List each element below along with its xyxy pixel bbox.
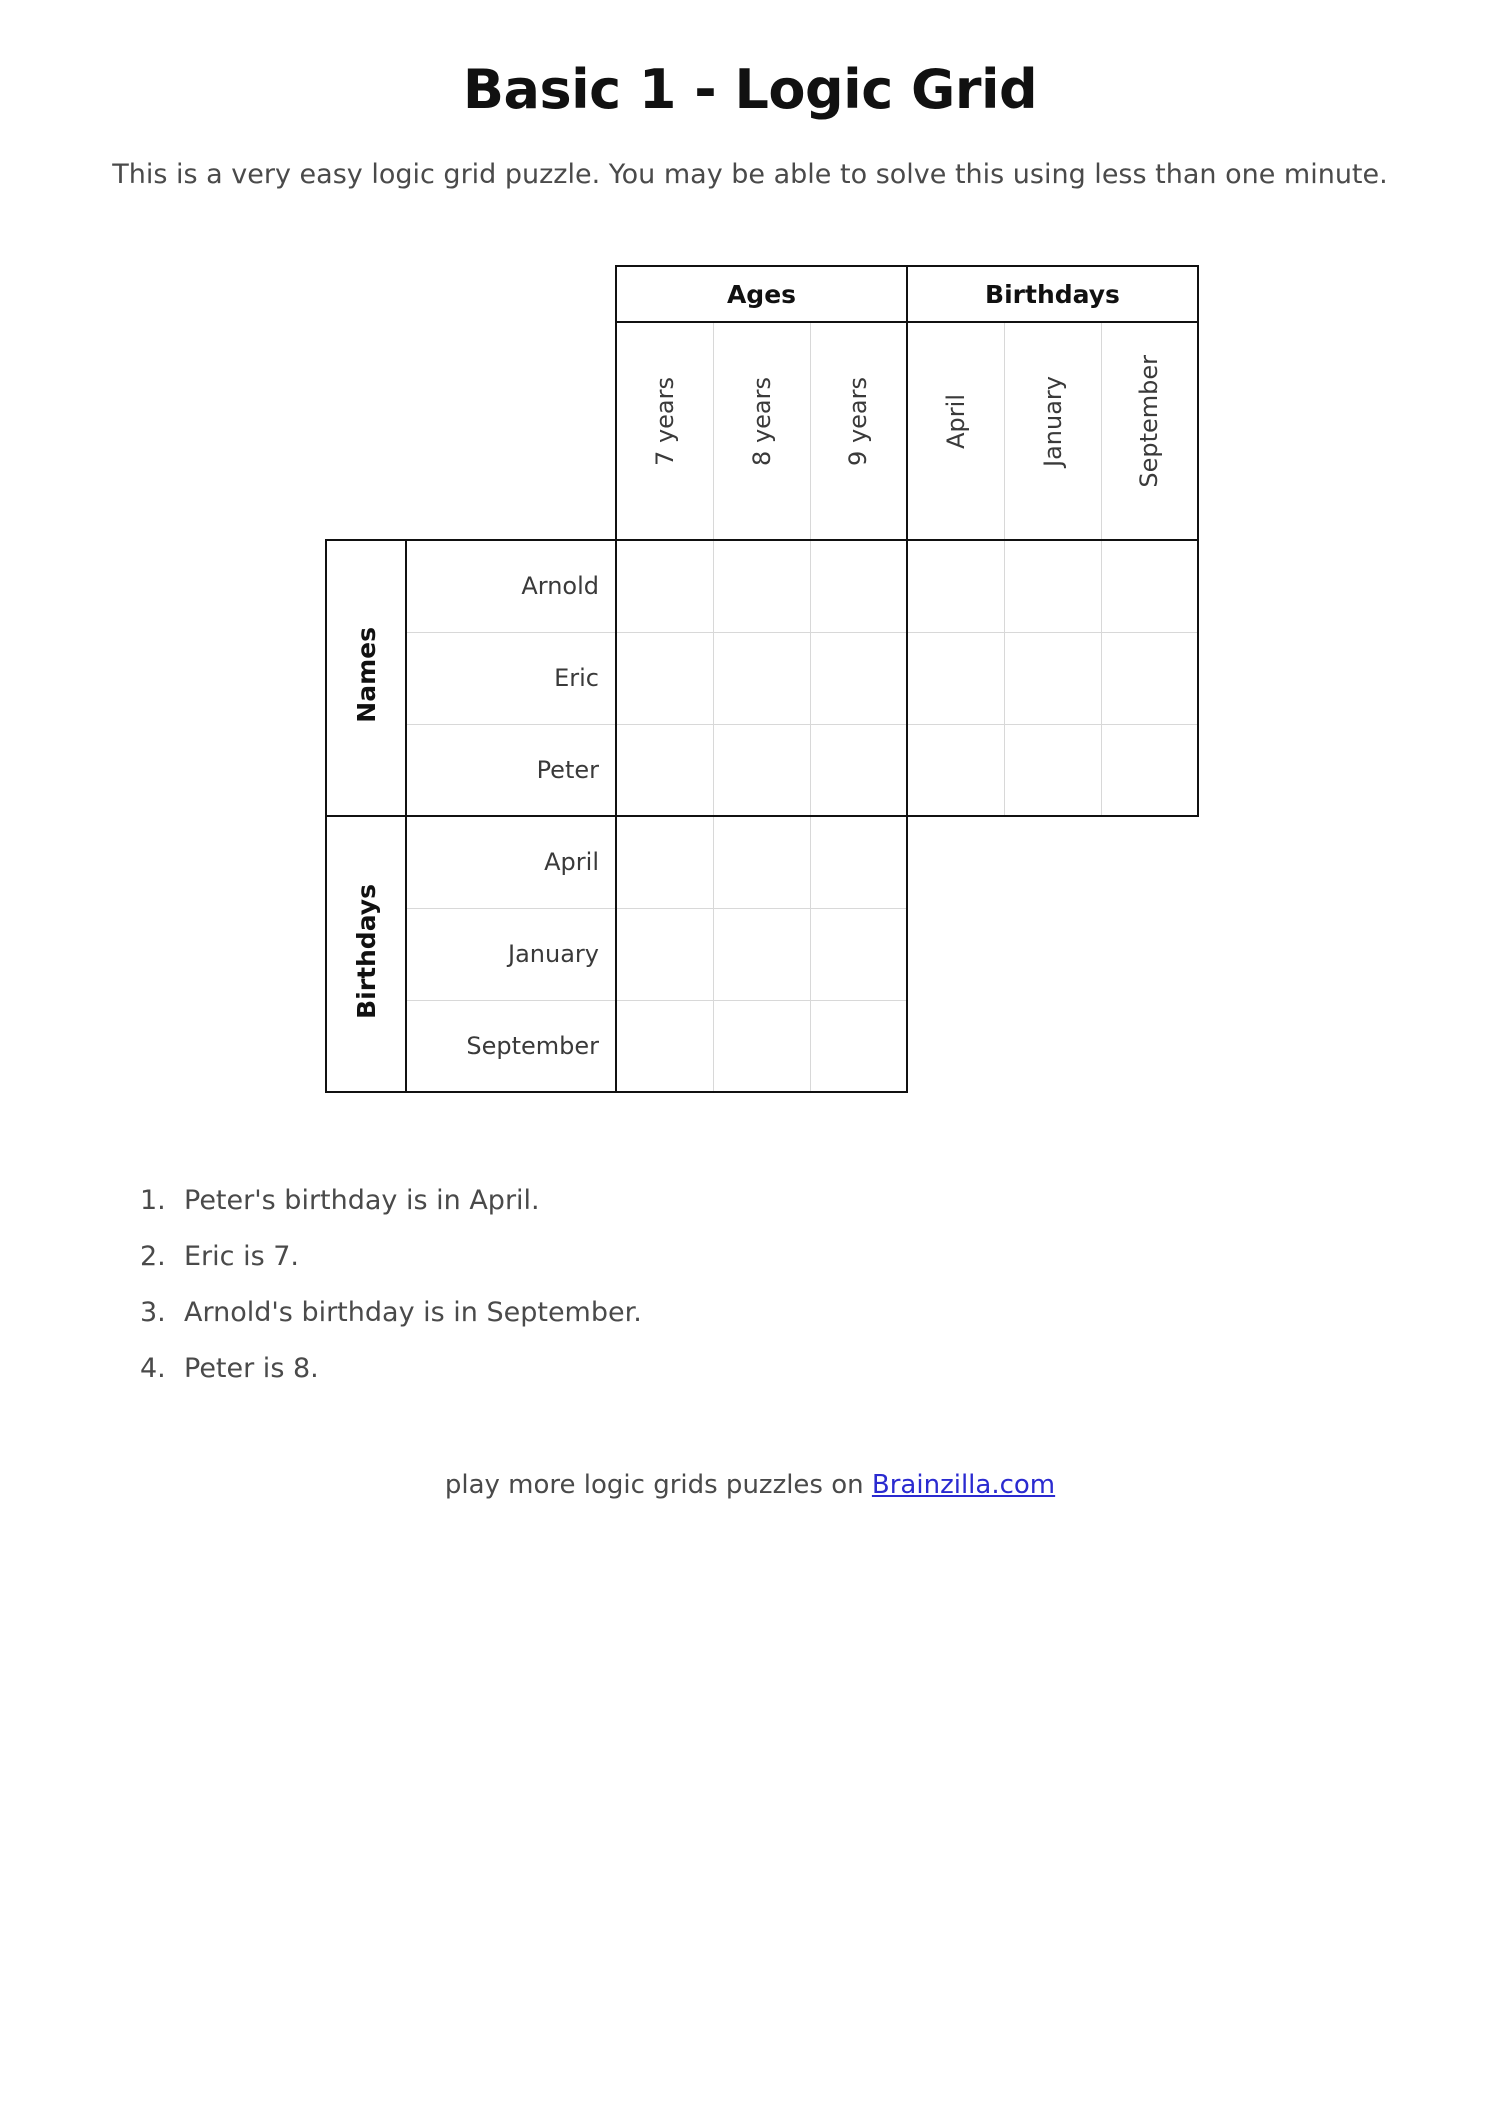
column-group-ages: Ages	[616, 266, 907, 322]
table-row	[326, 908, 1198, 1000]
row-label-september: September	[406, 1000, 616, 1092]
clue-number: 1.	[140, 1185, 166, 1216]
cell-arnold-january[interactable]	[1004, 540, 1101, 632]
cell-eric-9years[interactable]	[810, 632, 907, 724]
corner-spacer-3	[326, 322, 406, 540]
corner-spacer-2	[406, 266, 616, 322]
row-label-peter: Peter	[406, 724, 616, 816]
cell-peter-april[interactable]	[907, 724, 1004, 816]
cell-peter-7years[interactable]	[616, 724, 713, 816]
column-group-header-row	[326, 266, 1198, 322]
clue-text: Peter's birthday is in April.	[184, 1185, 540, 1216]
cell-peter-9years[interactable]	[810, 724, 907, 816]
col-label-september: September	[1101, 322, 1198, 540]
cell-eric-7years[interactable]	[616, 632, 713, 724]
clue-text: Eric is 7.	[184, 1241, 300, 1272]
cell-january-8years[interactable]	[713, 908, 810, 1000]
column-label-row	[326, 322, 1198, 540]
corner-spacer	[326, 266, 406, 322]
empty-spacer	[1004, 1000, 1101, 1092]
clue-number: 2.	[140, 1241, 166, 1272]
col-label-9-years: 9 years	[810, 322, 907, 540]
cell-arnold-9years[interactable]	[810, 540, 907, 632]
empty-spacer	[1004, 816, 1101, 908]
column-group-birthdays: Birthdays	[907, 266, 1198, 322]
empty-spacer	[1101, 816, 1198, 908]
cell-arnold-8years[interactable]	[713, 540, 810, 632]
row-group-names: Names	[326, 540, 406, 816]
cell-september-9years[interactable]	[810, 1000, 907, 1092]
cell-peter-8years[interactable]	[713, 724, 810, 816]
intro-text: This is a very easy logic grid puzzle. You may be able to solve this using less than one minute.	[112, 159, 1388, 190]
empty-spacer	[907, 816, 1004, 908]
row-label-april: April	[406, 816, 616, 908]
empty-spacer	[907, 1000, 1004, 1092]
table-row	[326, 632, 1198, 724]
clue-text: Peter is 8.	[184, 1353, 319, 1384]
clue-number: 3.	[140, 1297, 166, 1328]
corner-spacer-4	[406, 322, 616, 540]
list-item	[140, 1185, 1040, 1216]
cell-september-7years[interactable]	[616, 1000, 713, 1092]
page-title: Basic 1 - Logic Grid	[462, 58, 1038, 121]
col-label-april: April	[907, 322, 1004, 540]
cell-arnold-7years[interactable]	[616, 540, 713, 632]
row-label-arnold: Arnold	[406, 540, 616, 632]
footer	[0, 1470, 1500, 1500]
cell-september-8years[interactable]	[713, 1000, 810, 1092]
cell-january-7years[interactable]	[616, 908, 713, 1000]
table-row	[326, 1000, 1198, 1092]
empty-spacer	[907, 908, 1004, 1000]
list-item	[140, 1297, 1040, 1328]
empty-spacer	[1004, 908, 1101, 1000]
table-row	[326, 816, 1198, 908]
cell-peter-january[interactable]	[1004, 724, 1101, 816]
cell-eric-january[interactable]	[1004, 632, 1101, 724]
cell-arnold-september[interactable]	[1101, 540, 1198, 632]
col-label-8-years: 8 years	[713, 322, 810, 540]
cell-eric-8years[interactable]	[713, 632, 810, 724]
cell-april-7years[interactable]	[616, 816, 713, 908]
cell-peter-september[interactable]	[1101, 724, 1198, 816]
empty-spacer	[1101, 1000, 1198, 1092]
brainzilla-link[interactable]: Brainzilla.com	[871, 1470, 1056, 1500]
clues-list	[140, 1185, 1040, 1409]
cell-arnold-april[interactable]	[907, 540, 1004, 632]
cell-april-9years[interactable]	[810, 816, 907, 908]
row-label-eric: Eric	[406, 632, 616, 724]
cell-january-9years[interactable]	[810, 908, 907, 1000]
cell-eric-april[interactable]	[907, 632, 1004, 724]
clue-number: 4.	[140, 1353, 166, 1384]
row-label-january: January	[406, 908, 616, 1000]
footer-text: play more logic grids puzzles on	[444, 1470, 872, 1500]
list-item	[140, 1241, 1040, 1272]
logic-grid	[325, 265, 1199, 1093]
table-row	[326, 724, 1198, 816]
list-item	[140, 1353, 1040, 1384]
col-label-7-years: 7 years	[616, 322, 713, 540]
row-group-birthdays: Birthdays	[326, 816, 406, 1092]
cell-april-8years[interactable]	[713, 816, 810, 908]
empty-spacer	[1101, 908, 1198, 1000]
table-row	[326, 540, 1198, 632]
col-label-january: January	[1004, 322, 1101, 540]
cell-eric-september[interactable]	[1101, 632, 1198, 724]
logic-grid-table	[325, 265, 1199, 1093]
clue-text: Arnold's birthday is in September.	[184, 1297, 642, 1328]
